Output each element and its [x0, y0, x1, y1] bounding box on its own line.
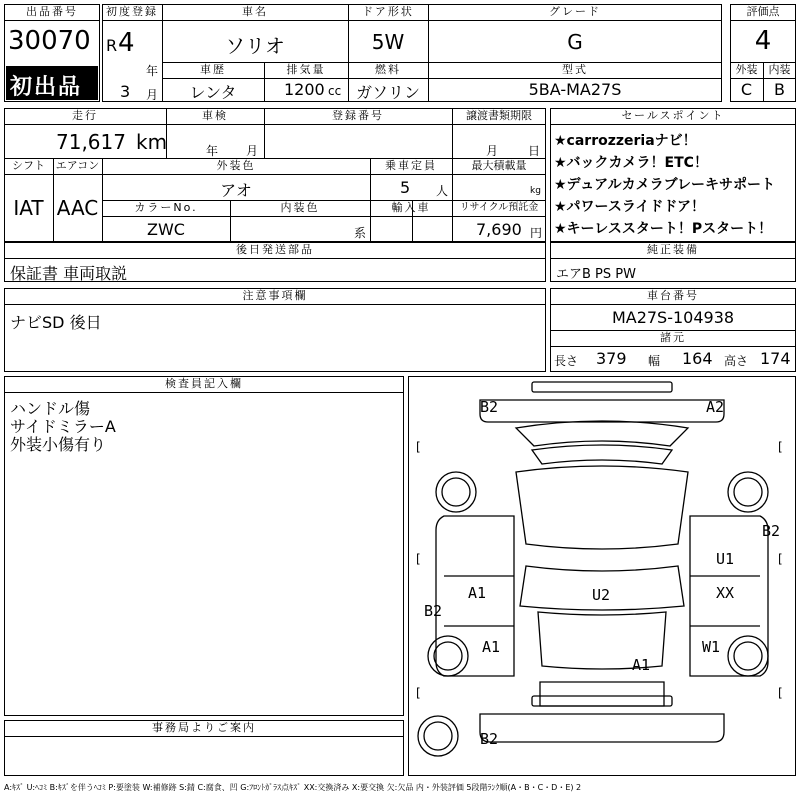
- model-value: 5BA-MA27S: [528, 80, 622, 99]
- inspection-label: 車検: [202, 109, 228, 122]
- grade-value: G: [567, 30, 583, 54]
- height-label: 高さ: [724, 354, 749, 368]
- bracket-1: [: [416, 440, 421, 454]
- inspector-label: 検査員記入欄: [165, 377, 243, 390]
- bracket-6: [: [778, 686, 783, 700]
- lot-label: 出品番号: [26, 5, 78, 18]
- displacement-value: 1200: [284, 80, 325, 99]
- score-label: 評価点: [746, 5, 780, 18]
- interior-grade-value: B: [774, 80, 785, 99]
- score-value: 4: [754, 26, 772, 56]
- car-name-value: ソリオ: [225, 34, 285, 58]
- sales-point-2: ★バックカメラ！ETC！: [554, 155, 708, 171]
- car-name-label: 車名: [242, 5, 268, 18]
- history-label: 車歴: [200, 63, 226, 76]
- displacement-label: 排気量: [286, 63, 326, 76]
- mark-trunk: A1: [632, 656, 651, 674]
- mark-right-rear-door: XX: [716, 584, 735, 602]
- mark-right-front-fender: B2: [762, 522, 781, 540]
- sales-points-label: セールスポイント: [621, 109, 725, 122]
- shift-label: シフト: [12, 159, 45, 172]
- chassis-label: 車台番号: [647, 289, 699, 302]
- mark-front-right-bumper: A2: [706, 398, 725, 416]
- mark-front-left-bumper: B2: [480, 398, 499, 416]
- damage-legend: A:ｷｽﾞ U:ﾍｺﾐ B:ｷｽﾞを伴うﾍｺﾐ P:要塗装 W:補修跡 S:錆 C:腐食、凹 G:ﾌﾛﾝﾄｶﾞﾗｽ点ｷｽﾞ XX:交換済み X:要交換 欠:欠品 内・外装評価 5段階ﾗﾝｸ順(A・B・C・D・E) 2: [4, 783, 582, 792]
- color-no-label: カラーNo.: [134, 201, 198, 214]
- inspector-line-2: サイドミラーA: [10, 417, 116, 436]
- mileage-label: 走行: [72, 109, 98, 122]
- height-value: 174: [760, 349, 791, 368]
- bracket-2: [: [778, 440, 783, 454]
- capacity-value: 5: [400, 178, 411, 197]
- mark-right-rear-quarter: W1: [702, 638, 721, 656]
- mark-rear-bumper: B2: [480, 730, 499, 748]
- transfer-deadline-label: 譲渡書類期限: [466, 109, 532, 122]
- capacity-label: 乗車定員: [385, 159, 437, 172]
- recycle-value: 7,690: [476, 220, 522, 239]
- details-grid: [4, 108, 546, 242]
- aircon-value: AAC: [56, 196, 99, 220]
- width-label: 幅: [648, 354, 661, 368]
- mileage-unit: km: [136, 130, 168, 154]
- chassis-value: MA27S-104938: [611, 308, 735, 327]
- exterior-grade-label: 外装: [735, 63, 758, 76]
- reg-number-label: 登録番号: [332, 109, 384, 122]
- office-label: 事務局よりご案内: [152, 721, 256, 734]
- aircon-label: エアコン: [55, 159, 100, 172]
- width-value: 164: [682, 349, 713, 368]
- recycle-label: リサイクル預託金: [459, 202, 539, 213]
- later-parts-value: 保証書 車両取説: [10, 264, 128, 283]
- bracket-4: [: [778, 552, 783, 566]
- length-value: 379: [596, 349, 627, 368]
- lot-number: 30070: [8, 26, 91, 56]
- mark-left-rear-quarter: A1: [482, 638, 501, 656]
- model-label: 型式: [562, 63, 588, 76]
- first-reg-month: 3: [120, 82, 131, 101]
- inspector-line-3: 外装小傷有り: [10, 435, 107, 454]
- sales-point-1: ★carrozzeriaナビ！: [554, 133, 697, 149]
- dims-label: 諸元: [660, 331, 686, 344]
- capacity-unit: 人: [436, 184, 449, 198]
- transfer-day-unit: 日: [528, 144, 541, 158]
- import-label: 輸入車: [391, 201, 431, 214]
- transfer-month-unit: 月: [486, 144, 499, 158]
- first-reg-month-unit: 月: [146, 88, 159, 102]
- int-color-label: 内装色: [280, 201, 320, 214]
- inspection-year-unit: 年: [206, 144, 219, 158]
- notes-label: 注意事項欄: [242, 289, 308, 302]
- displacement-unit: cc: [328, 84, 342, 98]
- first-reg-era: R: [106, 36, 118, 55]
- mileage-value: 71,617: [56, 130, 126, 154]
- mark-left-side: B2: [424, 602, 443, 620]
- equipment-label: 純正装備: [647, 243, 699, 256]
- first-reg-label: 初度登録: [106, 5, 158, 18]
- shift-value: IAT: [13, 196, 44, 220]
- color-no-value: ZWC: [147, 220, 185, 239]
- first-reg-year-unit: 年: [146, 64, 159, 78]
- notes-value: ナビSD 後日: [10, 313, 102, 332]
- mark-roof: U2: [592, 586, 611, 604]
- first-listing-text: 初出品: [10, 75, 83, 100]
- inspection-month-unit: 月: [246, 144, 259, 158]
- door-value: 5W: [371, 30, 405, 54]
- inspector-line-1: ハンドル傷: [10, 399, 91, 418]
- sales-point-3: ★デュアルカメラブレーキサポート: [554, 177, 776, 193]
- int-color-unit: 系: [354, 226, 367, 240]
- ext-color-label: 外装色: [216, 159, 256, 172]
- equipment-value: エアB PS PW: [556, 267, 636, 282]
- bracket-5: [: [416, 686, 421, 700]
- mark-left-rear-door: A1: [468, 584, 487, 602]
- fuel-label: 燃料: [375, 63, 401, 76]
- max-load-unit: kg: [530, 186, 541, 196]
- grade-label: グレード: [549, 5, 601, 18]
- fuel-value: ガソリン: [355, 83, 420, 102]
- length-label: 長さ: [554, 354, 579, 368]
- door-label: ドア形状: [362, 5, 414, 18]
- later-parts-label: 後日発送部品: [236, 243, 314, 256]
- max-load-label: 最大積載量: [471, 159, 527, 172]
- bracket-3: [: [416, 552, 421, 566]
- exterior-grade-value: C: [740, 80, 753, 99]
- car-diagram: [408, 376, 796, 776]
- recycle-unit: 円: [530, 226, 543, 240]
- interior-grade-label: 内装: [768, 63, 791, 76]
- first-reg-year: 4: [118, 28, 135, 58]
- sales-point-4: ★パワースライドドア！: [554, 199, 706, 215]
- ext-color-value: アオ: [220, 181, 252, 200]
- sales-point-5: ★キーレススタート！Pスタート！: [554, 221, 773, 237]
- history-value: レンタ: [189, 83, 237, 102]
- mark-right-front-door: U1: [716, 550, 735, 568]
